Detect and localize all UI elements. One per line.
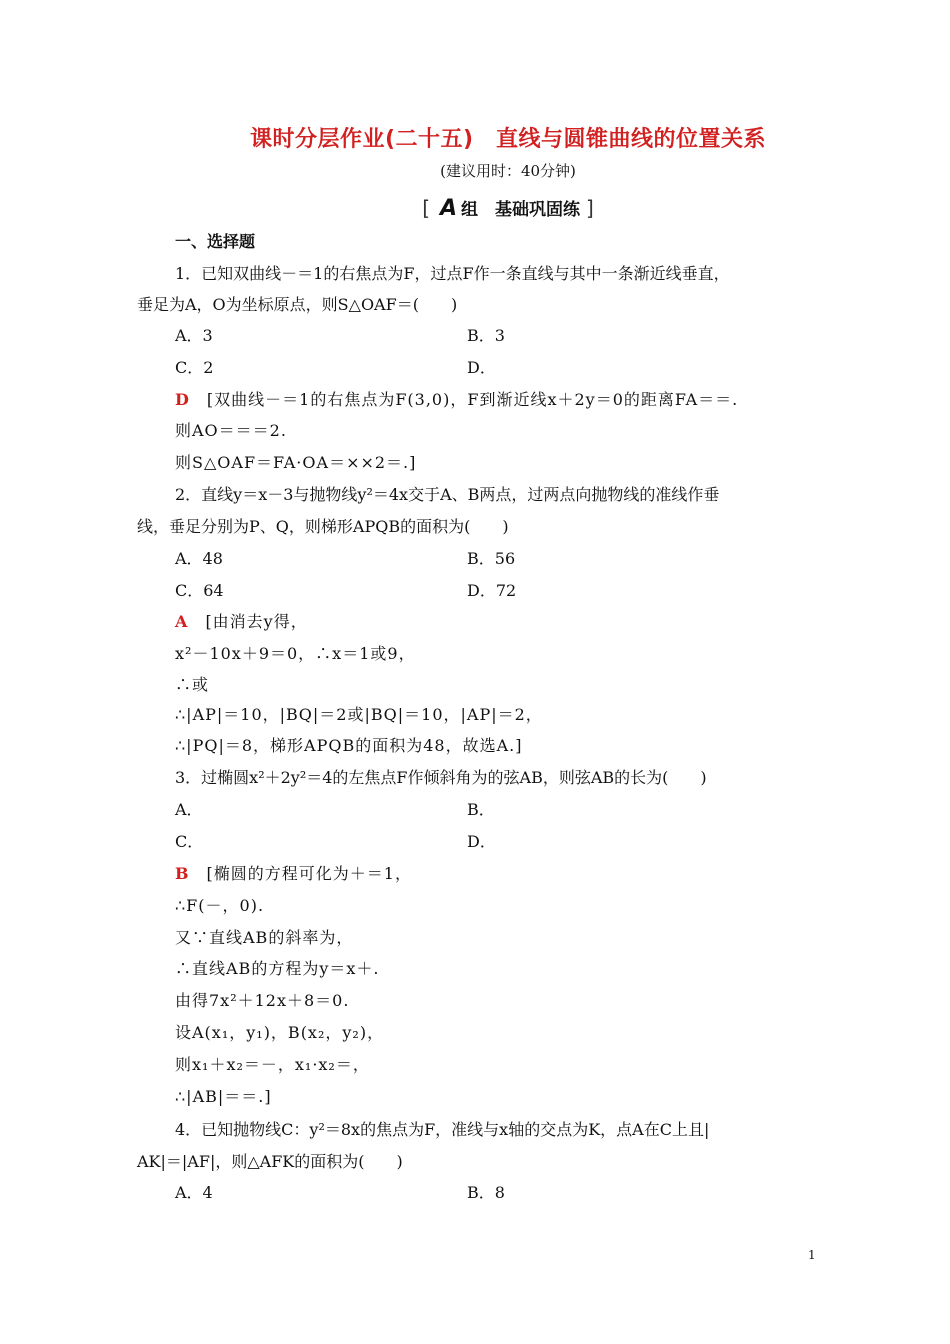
q1-solution-line2: 则AO＝＝＝2.	[175, 421, 287, 440]
q4-option-b: B．8	[467, 1183, 505, 1202]
q2-stem-line2: 线，垂足分别为P、Q，则梯形APQB的面积为( )	[137, 517, 509, 536]
q4-stem-line1: 4．已知抛物线C：y²＝8x的焦点为F，准线与x轴的交点为K，点A在C上且|	[175, 1120, 710, 1139]
q3-solution-line1	[175, 864, 412, 884]
q2-solution-line5: ∴|PQ|＝8，梯形APQB的面积为48，故选A.]	[175, 736, 523, 755]
q1-answer: D	[175, 390, 190, 409]
q1-solution-line1	[175, 390, 738, 410]
q3-solution-text: [椭圆的方程可化为＋＝1，	[206, 864, 412, 883]
q3-stem: 3．过椭圆x²＋2y²＝4的左焦点F作倾斜角为的弦AB，则弦AB的长为( )	[175, 768, 707, 787]
q3-solution-line6: 设A(x₁，y₁)，B(x₂，y₂)，	[175, 1023, 385, 1042]
q1-option-d: D．	[467, 358, 496, 377]
q3-answer: B	[175, 864, 190, 883]
q2-answer: A	[175, 612, 189, 631]
left-bracket: [	[422, 196, 431, 220]
q2-option-b: B．56	[467, 549, 516, 568]
q3-option-b: B．	[467, 800, 495, 819]
q3-solution-line3: 又∵直线AB的斜率为，	[175, 928, 354, 947]
group-heading	[0, 195, 950, 221]
q2-option-a: A．48	[175, 549, 223, 568]
q3-solution-line5: 由得7x²＋12x＋8＝0.	[175, 991, 350, 1010]
q3-option-d: D．	[467, 832, 496, 851]
q2-option-d: D．72	[467, 581, 517, 600]
q1-solution-line3: 则S△OAF＝FA·OA＝××2＝.]	[175, 453, 417, 472]
q3-solution-line2: ∴F(－，0).	[175, 896, 265, 915]
group-letter: A	[439, 196, 458, 221]
group-label: 组 基础巩固练	[461, 200, 581, 220]
q2-solution-line4: ∴|AP|＝10，|BQ|＝2或|BQ|＝10，|AP|＝2，	[175, 705, 543, 724]
page-title: 课时分层作业(二十五) 直线与圆锥曲线的位置关系	[249, 127, 767, 152]
suggested-time: (建议用时：40分钟)	[440, 162, 576, 180]
q2-option-c: C．64	[175, 581, 224, 600]
q3-solution-line4: ∴直线AB的方程为y＝x＋.	[175, 959, 380, 978]
q4-option-a: A．4	[175, 1183, 213, 1202]
q2-solution-text: [由消去y得，	[205, 612, 308, 631]
q2-solution-line1	[175, 612, 308, 632]
q1-option-a: A．3	[175, 326, 213, 345]
q4-stem-line2: AK|＝|AF|，则△AFK的面积为( )	[137, 1152, 403, 1171]
q2-stem-line1: 2．直线y＝x－3与抛物线y²＝4x交于A、B两点，过两点向抛物线的准线作垂	[175, 485, 720, 504]
page-number: 1	[808, 1248, 816, 1262]
q3-solution-line7: 则x₁＋x₂＝－，x₁·x₂＝，	[175, 1055, 370, 1074]
q2-solution-line2: x²－10x＋9＝0，∴x＝1或9，	[175, 644, 416, 663]
q1-solution-text: [双曲线－＝1的右焦点为F(3,0)，F到渐近线x＋2y＝0的距离FA＝＝.	[206, 390, 739, 409]
q2-solution-line3: ∴或	[175, 675, 210, 694]
q1-stem-line2: 垂足为A，O为坐标原点，则S△OAF＝( )	[137, 295, 458, 314]
q1-option-c: C．2	[175, 358, 214, 377]
q3-solution-line8: ∴|AB|＝＝.]	[175, 1087, 272, 1106]
q3-option-c: C．	[175, 832, 204, 851]
section-heading: 一、选择题	[175, 232, 256, 251]
q1-option-b: B．3	[467, 326, 505, 345]
q1-stem-line1: 1．已知双曲线－＝1的右焦点为F，过点F作一条直线与其中一条渐近线垂直，	[175, 264, 730, 283]
right-bracket: ]	[585, 196, 594, 220]
q3-option-a: A．	[175, 800, 203, 819]
